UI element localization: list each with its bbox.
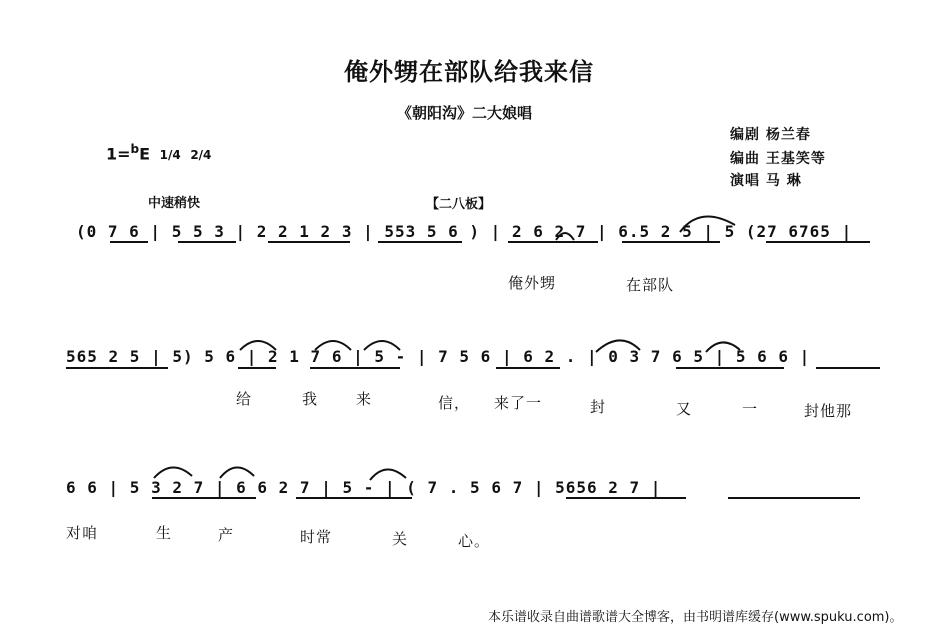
slur	[364, 341, 400, 350]
lyric: 在部队	[626, 276, 675, 294]
slur	[240, 341, 276, 350]
slur	[370, 469, 406, 480]
lyric: 封	[590, 398, 607, 416]
notation-row-3: 6 6 | 5 3 2 7 | 6 6 2 7 | 5 - | ( 7 . 5 6 7 | 5656 2 7 |	[66, 478, 662, 497]
time-signature-1: 1/4	[159, 148, 181, 163]
lyric: 心。	[458, 532, 491, 550]
lyric: 一	[742, 400, 759, 418]
slur	[220, 467, 254, 478]
tempo-marking: 中速稍快	[148, 196, 201, 211]
lyric: 来了一	[494, 394, 543, 412]
slur	[706, 342, 740, 352]
lyric: 又	[676, 400, 693, 418]
credit-singer: 演唱 马 琳	[730, 173, 802, 189]
lyric: 来	[356, 390, 373, 408]
source-footer: 本乐谱收录自曲谱歌谱大全博客，由书明谱库缓存(www.spuku.com)。	[488, 610, 903, 625]
lyric: 时常	[300, 528, 333, 546]
section-marking: 【二八板】	[426, 197, 492, 212]
lyric: 对咱	[66, 524, 99, 542]
lyric: 给	[236, 390, 253, 408]
lyric: 关	[392, 530, 409, 548]
credit-playwright: 编剧 杨兰春	[730, 127, 811, 143]
credit-composer: 编曲 王基笑等	[730, 151, 826, 167]
song-subtitle: 《朝阳沟》二大娘唱	[397, 104, 533, 122]
lyric: 信，	[438, 394, 471, 412]
slur	[680, 216, 735, 232]
lyric: 我	[302, 390, 319, 408]
time-signature-2: 2/4	[190, 148, 212, 163]
flat-sign: b	[130, 142, 140, 156]
slur	[315, 341, 351, 350]
slur	[154, 467, 192, 478]
lyric: 生	[156, 524, 173, 542]
key-tonic: E	[139, 144, 151, 164]
slur	[596, 340, 640, 352]
lyric: 产	[218, 526, 235, 544]
song-title: 俺外甥在部队给我来信	[344, 58, 594, 86]
key-prefix: 1=	[106, 144, 131, 164]
notation-row-2: 565 2 5 | 5) 5 6 | 2 1 7 6 | 5 - | 7 5 6 | 6 2 . | 0 3 7 6 5 | 5 6 6 |	[66, 347, 811, 366]
lyric: 俺外甥	[508, 274, 557, 292]
lyric: 封他那	[804, 402, 853, 420]
slur	[556, 233, 574, 240]
notation-row-1: (0 7 6 | 5 5 3 | 2 2 1 2 3 | 553 5 6 ) | 2 6 2 7 | 6.5 2 5 | 5 (27 6765 |	[76, 222, 853, 241]
